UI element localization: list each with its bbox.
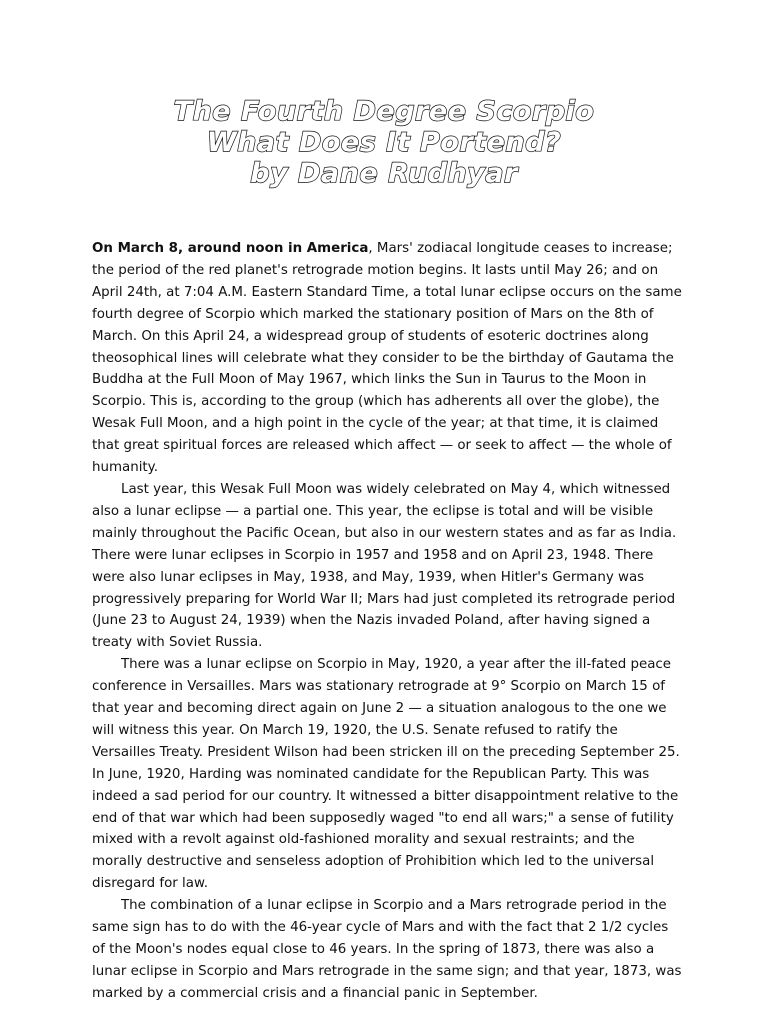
paragraph-1 <box>92 238 682 479</box>
title-line-1: The Fourth Degree Scorpio <box>173 96 595 127</box>
document-title <box>0 96 768 189</box>
paragraph-1-lead: On March 8, around noon in America <box>92 241 369 256</box>
paragraph-2: Last year, this Wesak Full Moon was widely celebrated on May 4, which witnessed also a lunar eclipse — a partial one. This year, the eclipse is total and will be visible mainly throughout the Pacific Ocean, but also in our western states and as far as India. There were lunar eclipses in Scorpio in 1957 and 1958 and on April 23, 1948. There were also lunar eclipses in May, 1938, and May, 1939, when Hitler's Germany was progressively preparing for World War II; Mars had just completed its retrograde period (June 23 to August 24, 1939) when the Nazis invaded Poland, after having signed a treaty with Soviet Russia. <box>92 481 677 651</box>
paragraph-3: There was a lunar eclipse on Scorpio in May, 1920, a year after the ill-fated peace conference in Versailles. Mars was stationary retrograde at 9° Scorpio on March 15 of that year and becoming direct again on June 2 — a situation analogous to the one we will witness this year. On March 19, 1920, the U.S. Senate refused to ratify the Versailles Treaty. President Wilson had been stricken ill on the preceding September 25. In June, 1920, Harding was nominated candidate for the Republican Party. This was indeed a sad period for our country. It witnessed a bitter disappointment relative to the end of that war which had been supposedly waged "to end all wars;" a sense of futility mixed with a revolt against old-fashioned morality and sexual restraints; and the morally destructive and senseless adoption of Prohibition which led to the universal disregard for law. <box>92 657 680 892</box>
article-body <box>92 238 682 1005</box>
title-line-2: What Does It Portend? <box>206 127 562 158</box>
title-line-author: by Dane Rudhyar <box>250 158 518 189</box>
paragraph-1-text: , Mars' zodiacal longitude ceases to increase; the period of the red planet's retrograde motion begins. It lasts until May 26; and on April 24th, at 7:04 A.M. Eastern Standard Time, a total lunar eclipse occurs on the same fourth degree of Scorpio which marked the stationary position of Mars on the 8th of March. On this April 24, a widespread group of students of esoteric doctrines along theosophical lines will celebrate what they consider to be the birthday of Gautama the Buddha at the Full Moon of May 1967, which links the Sun in Taurus to the Moon in Scorpio. This is, according to the group (which has adherents all over the globe), the Wesak Full Moon, and a high point in the cycle of the year; at that time, it is claimed that great spiritual forces are released which affect — or seek to affect — the whole of humanity. <box>92 241 682 476</box>
paragraph-4: The combination of a lunar eclipse in Scorpio and a Mars retrograde period in the same sign has to do with the 46-year cycle of Mars and with the fact that 2 1/2 cycles of the Moon's nodes equal close to 46 years. In the spring of 1873, there was also a lunar eclipse in Scorpio and Mars retrograde in the same sign; and that year, 1873, was marked by a commercial crisis and a financial panic in September. <box>92 898 682 1001</box>
